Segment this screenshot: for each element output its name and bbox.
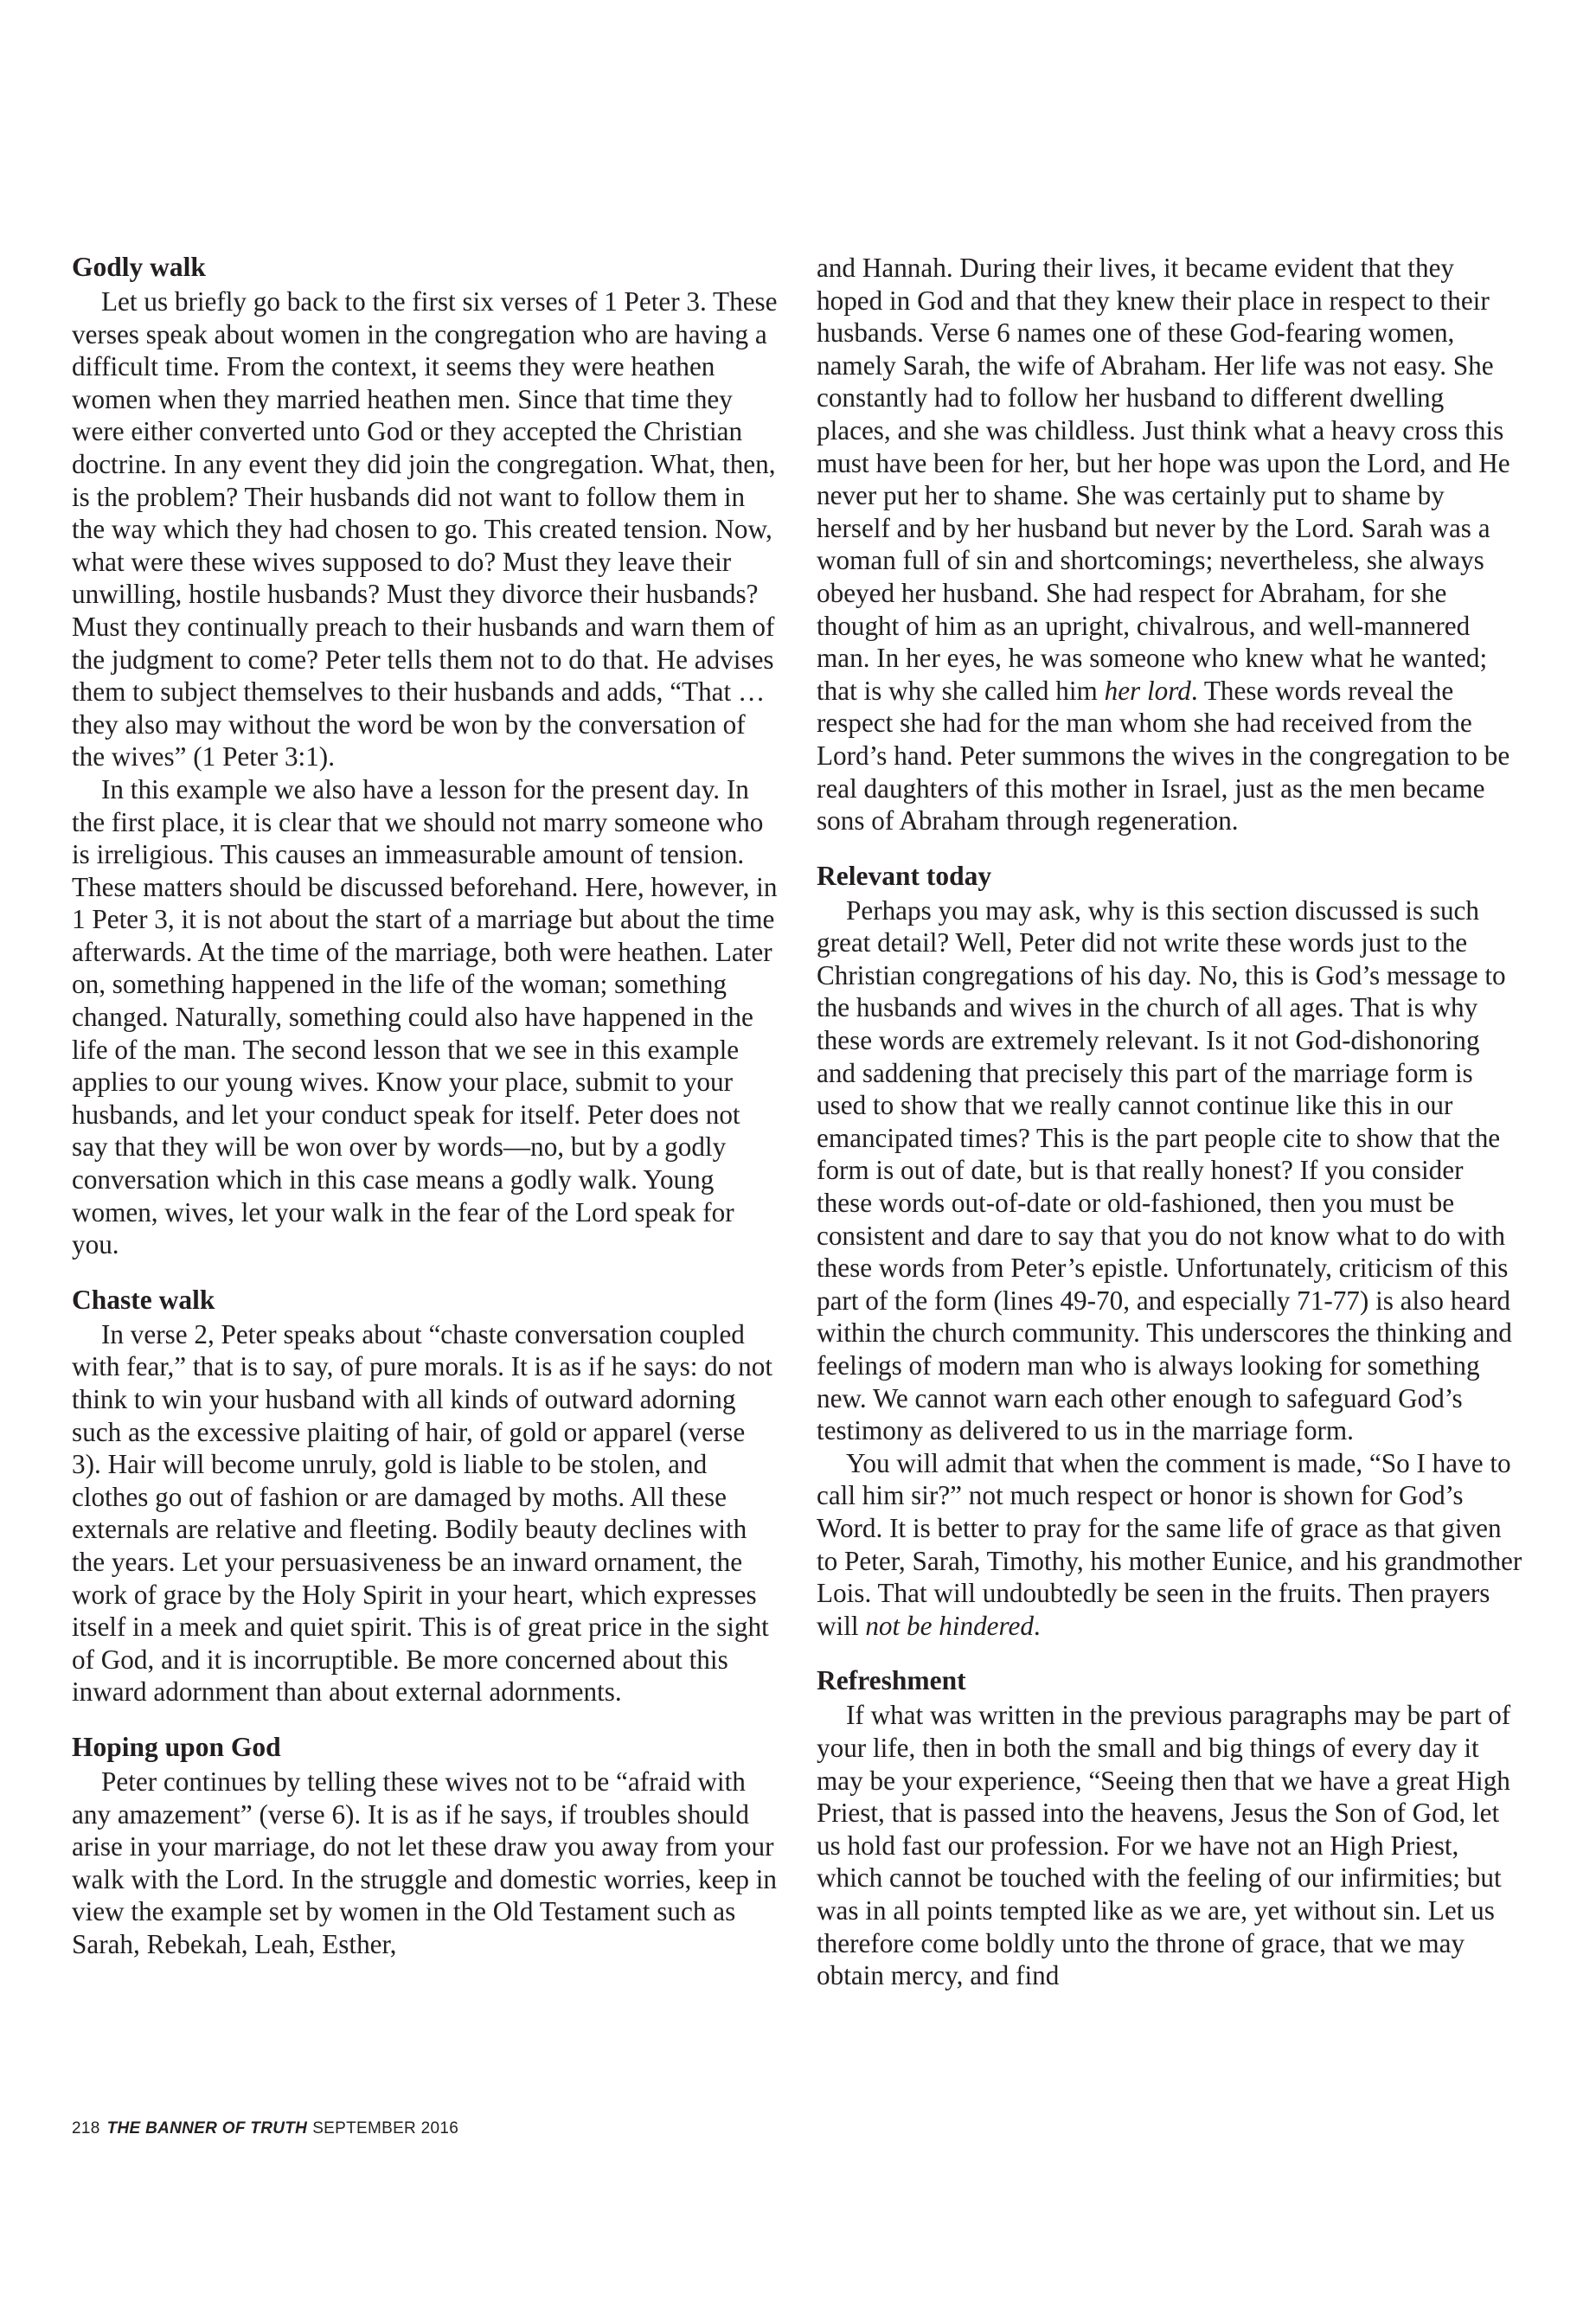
- text-run: .: [1033, 1610, 1041, 1641]
- emphasis-text: not be hindered: [865, 1610, 1034, 1641]
- paragraph: In verse 2, Peter speaks about “chaste conversation coupled with fear,” that is to say, of pure morals. It is as if he says: do not think to win your husband with all kinds of outward adorning such as the excessive plaiting of hair, of gold or apparel (verse 3). Hair will become unruly, gold is liable to be stolen, and clothes go out of fashion or are damaged by moths. All these externals are relative and fleeting. Bodily beauty declines with the years. Let your persuasiveness be an inward ornament, the work of grace by the Holy Spirit in your heart, which expresses itself in a meek and quiet spirit. This is of great price in the sight of God, and it is incorruptible. Be more concerned about this inward adornment than about external adornments.: [72, 1318, 773, 1708]
- section-heading-godly-walk: Godly walk: [72, 252, 206, 282]
- left-column: [72, 251, 779, 1961]
- paragraph-continued: [817, 252, 1524, 837]
- right-column: [817, 252, 1524, 1992]
- text-run: . These words reveal the respect she had for the man whom she had received from the Lord’s hand. Peter summons the wives in the congregation to be real daughters of this mother in Israel, just as the men became sons of Abraham through regeneration.: [817, 675, 1510, 836]
- paragraph: [817, 1447, 1524, 1643]
- paragraph: If what was written in the previous paragraphs may be part of your life, then in both the small and big things of every day it may be your experience, “Seeing then that we have a great High Priest, that is passed into the heavens, Jesus the Son of God, let us hold fast our profession. For we have not an High Priest, which cannot be touched with the feeling of our infirmities; but was in all points tempted like as we are, yet without sin. Let us therefore come boldly unto the throne of grace, that we may obtain mercy, and find: [817, 1700, 1511, 1991]
- paragraph: Peter continues by telling these wives not to be “afraid with any amazement” (verse 6). It is as if he says, if troubles should arise in your marriage, do not let these draw you away from your walk with the Lord. In the struggle and domestic worries, keep in view the example set by women in the Old Testament such as Sarah, Rebekah, Leah, Esther,: [72, 1766, 778, 1959]
- paragraph: Perhaps you may ask, why is this section discussed is such great detail? Well, Peter did not write these words just to the Christian congregations of his day. No, this is God’s message to the husbands and wives in the church of all ages. That is why these words are extremely relevant. Is it not God-dishonoring and saddening that precisely this part of the marriage form is used to show that we really cannot continue like this in our emancipated times? This is the part people cite to show that the form is out of date, but is that really honest? If you consider these words out-of-date or old-fashioned, then you must be consistent and dare to say that you do not know what to do with these words from Peter’s epistle. Unfortunately, criticism of this part of the form (lines 49-70, and especially 71-77) is also heard within the church community. This underscores the thinking and feelings of modern man who is always looking for something new. We cannot warn each other enough to safeguard God’s testimony as delivered to us in the marriage form.: [817, 894, 1512, 1446]
- page-number: 218: [72, 2119, 100, 2138]
- issue-date: SEPTEMBER 2016: [312, 2119, 459, 2138]
- section-heading-hoping-upon-god: Hoping upon God: [72, 1731, 281, 1762]
- emphasis-text: her lord: [1104, 675, 1191, 706]
- paragraph: In this example we also have a lesson for the present day. In the first place, it is clear that we should not marry someone who is irreligious. This causes an immeasurable amount of tension. These matters should be discussed beforehand. Here, however, in 1 Peter 3, it is not about the start of a marriage but about the time afterwards. At the time of the marriage, both were heathen. Later on, something happened in the life of the woman; something changed. Naturally, something could also have happened in the life of the man. The second lesson that we see in this example applies to our young wives. Know your place, submit to your husbands, and let your conduct speak for itself. Peter does not say that they will be won over by words—no, but by a godly conversation which in this case means a godly walk. Young women, wives, let your walk in the fear of the Lord speak for you.: [72, 773, 778, 1260]
- section-heading-refreshment: Refreshment: [817, 1665, 966, 1696]
- publication-name: THE BANNER OF TRUTH: [106, 2119, 308, 2138]
- text-run: and Hannah. During their lives, it became evident that they hoped in God and that they knew their place in respect to their husbands. Verse 6 names one of these God-fearing women, namely Sarah, the wife of Abraham. Her life was not easy. She constantly had to follow her husband to different dwelling places, and she was childless. Just think what a heavy cross this must have been for her, but her hope was upon the Lord, and He never put her to shame. She was certainly put to shame by herself and by her husband but never by the Lord. Sarah was a woman full of sin and shortcomings; nevertheless, she always obeyed her husband. She had respect for Abraham, for she thought of him as an upright, chivalrous, and well-mannered man. In her eyes, he was someone who knew what he wanted; that is why she called him: [817, 253, 1510, 706]
- page-footer: [72, 2119, 458, 2138]
- paragraph: Let us briefly go back to the first six verses of 1 Peter 3. These verses speak about women in the congregation who are having a difficult time. From the context, it seems they were heathen women when they married heathen men. Since that time they were either converted unto God or they accepted the Christian doctrine. In any event they did join the congregation. What, then, is the problem? Their husbands did not want to follow them in the way which they had chosen to go. This created tension. Now, what were these wives supposed to do? Must they leave their unwilling, hostile husbands? Must they divorce their husbands? Must they continually preach to their husbands and warn them of the judgment to come? Peter tells them not to do that. He advises them to subject themselves to their husbands and adds, “That … they also may without the word be won by the conversation of the wives” (1 Peter 3:1).: [72, 286, 778, 772]
- section-heading-relevant-today: Relevant today: [817, 860, 992, 891]
- section-heading-chaste-walk: Chaste walk: [72, 1284, 215, 1315]
- text-run: You will admit that when the comment is made, “So I have to call him sir?” not much respect or honor is shown for God’s Word. It is better to pray for the same life of grace as that given to Peter, Sarah, Timothy, his mother Eunice, and his grandmother Lois. That will undoubtedly be seen in the fruits. Then prayers will: [817, 1447, 1522, 1641]
